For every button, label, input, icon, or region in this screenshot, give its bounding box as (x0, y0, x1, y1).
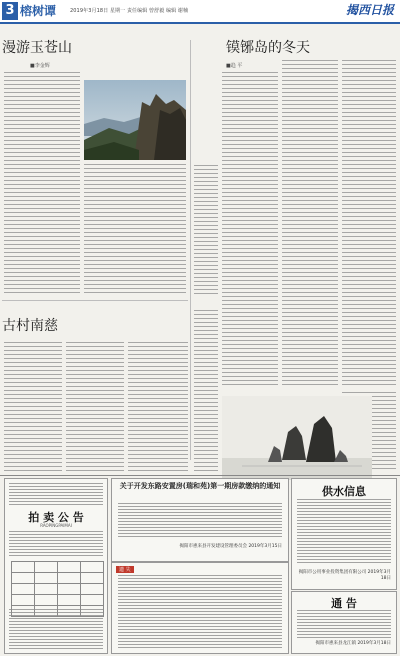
notice-body (118, 503, 282, 539)
notice-sign: 揭阳市惠来县开发建设管理委员会 2019年3月15日 (179, 544, 282, 549)
article-body-col1 (4, 72, 80, 294)
photo-sea-rocks (222, 396, 372, 480)
article-body-col3a (194, 165, 218, 295)
water-title: 供水信息 (322, 485, 366, 498)
article-title-yucangshan: 漫游玉苍山 (2, 40, 72, 56)
article3-body-col3 (342, 60, 396, 388)
article2-body-col4 (194, 310, 218, 472)
column-divider (190, 40, 191, 460)
page-number: 3 (2, 2, 18, 20)
ads-divider (0, 475, 400, 476)
article-title-moye: 镆铘岛的冬天 (226, 40, 310, 56)
auction-notice (4, 478, 108, 654)
lost-body (118, 575, 282, 649)
article2-body-col1 (4, 342, 62, 472)
article2-body-col3 (128, 342, 188, 472)
auction-subtitle: RAOPINGPAIMAI (40, 523, 72, 528)
auction-text-bottom (9, 609, 103, 649)
water-body (297, 499, 391, 563)
section-divider (2, 300, 188, 301)
article-title-nanci: 古村南慈 (2, 318, 58, 334)
announcement-body (297, 610, 391, 638)
water-sign: 揭阳市公用事业投资集团有限公司 2019年3月18日 (298, 570, 391, 581)
auction-text-mid (9, 531, 103, 557)
article-author-1: ■李金辉 (30, 63, 50, 69)
lost-notices (111, 562, 289, 654)
article-body-col2 (84, 164, 186, 294)
water-supply-info (291, 478, 397, 590)
photo-mountain (84, 80, 186, 160)
auction-title: 拍 卖 公 告 (28, 511, 84, 524)
article3-body-col1 (222, 72, 278, 388)
article3-body-col2 (282, 60, 338, 388)
announcement-title: 通 告 (331, 597, 357, 610)
lost-label: 遗 失 (116, 566, 134, 573)
announcement-sign: 揭阳市惠来县龙江镇 2019年3月18日 (315, 641, 391, 646)
article2-body-col2 (66, 342, 124, 472)
newspaper-masthead: 揭西日报 (345, 3, 394, 17)
issue-info: 2019年3月18日 星期一 责任编辑 曾舒毅 编辑 谢楠 (70, 8, 189, 14)
notice-title: 关于开发东路安置房(瑞和苑)第一期房款缴纳的通知 (119, 482, 281, 490)
section-title: 榕树谭 (20, 4, 57, 18)
housing-payment-notice (111, 478, 289, 562)
announcement (291, 591, 397, 654)
auction-text-top (9, 483, 103, 505)
article-author-3: ■趋 平 (226, 63, 243, 69)
page-header (0, 0, 400, 24)
